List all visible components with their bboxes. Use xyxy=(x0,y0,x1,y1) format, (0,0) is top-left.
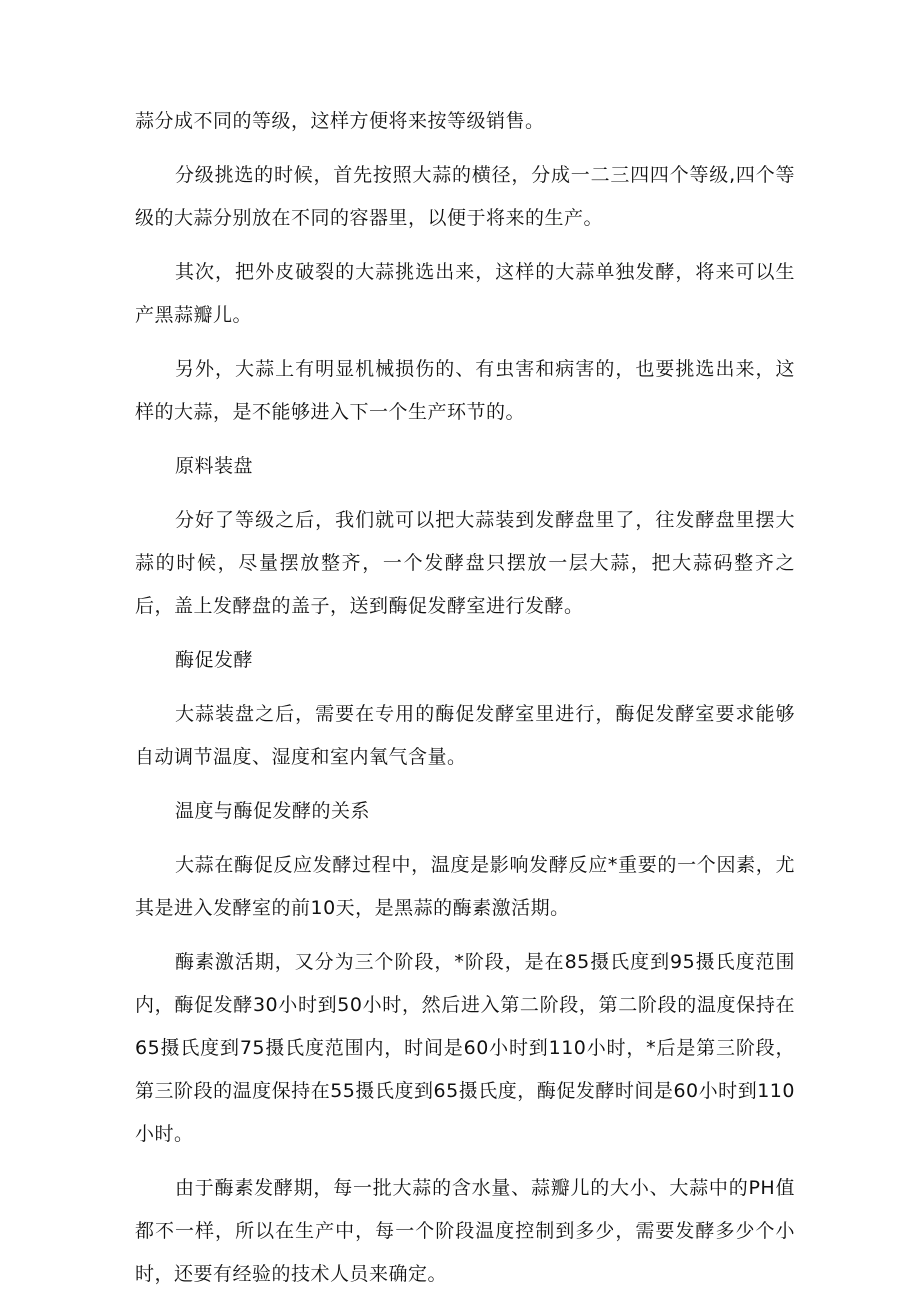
section-heading-tray-loading: 原料装盘 xyxy=(175,455,254,477)
paragraph-tray-loading: 分好了等级之后，我们就可以把大蒜装到发酵盘里了，往发酵盘里摆大蒜的时候，尽量摆放整齐，一个发酵盘只摆放一层大蒜，把大蒜码整齐之后，盖上发酵盘的盖子，送到酶促发酵室进行发酵。 xyxy=(135,509,795,617)
paragraph-grading: 分级挑选的时候，首先按照大蒜的横径，分成一二三四四个等级,四个等级的大蒜分别放在不同的容器里，以便于将来的生产。 xyxy=(135,164,795,229)
paragraph-continuation: 蒜分成不同的等级，这样方便将来按等级销售。 xyxy=(135,110,545,132)
document-body xyxy=(135,100,795,1307)
paragraph-damaged: 另外，大蒜上有明显机械损伤的、有虫害和病害的，也要挑选出来，这样的大蒜，是不能够进入下一个生产环节的。 xyxy=(135,358,795,423)
paragraph-broken-skin: 其次，把外皮破裂的大蒜挑选出来，这样的大蒜单独发酵，将来可以生产黑蒜瓣儿。 xyxy=(135,261,795,326)
section-heading-enzymatic-fermentation: 酶促发酵 xyxy=(175,649,254,671)
paragraph-temperature-importance: 大蒜在酶促反应发酵过程中，温度是影响发酵反应*重要的一个因素，尤其是进入发酵室的前10天，是黑蒜的酶素激活期。 xyxy=(135,854,795,919)
paragraph-activation-stages: 酶素激活期，又分为三个阶段，*阶段，是在85摄氏度到95摄氏度范围内，酶促发酵30小时到50小时，然后进入第二阶段，第二阶段的温度保持在65摄氏度到75摄氏度范围内，时间是60小时到110小时，*后是第三阶段，第三阶段的温度保持在55摄氏度到65摄氏度，酶促发酵时间是60小时到110小时。 xyxy=(135,951,795,1145)
section-heading-temperature: 温度与酶促发酵的关系 xyxy=(175,800,371,822)
paragraph-expert-control: 由于酶素发酵期，每一批大蒜的含水量、蒜瓣儿的大小、大蒜中的PH值都不一样，所以在生产中，每一个阶段温度控制到多少，需要发酵多少个小时，还要有经验的技术人员来确定。 xyxy=(135,1177,795,1285)
paragraph-fermentation-room: 大蒜装盘之后，需要在专用的酶促发酵室里进行，酶促发酵室要求能够自动调节温度、湿度和室内氧气含量。 xyxy=(135,703,795,768)
